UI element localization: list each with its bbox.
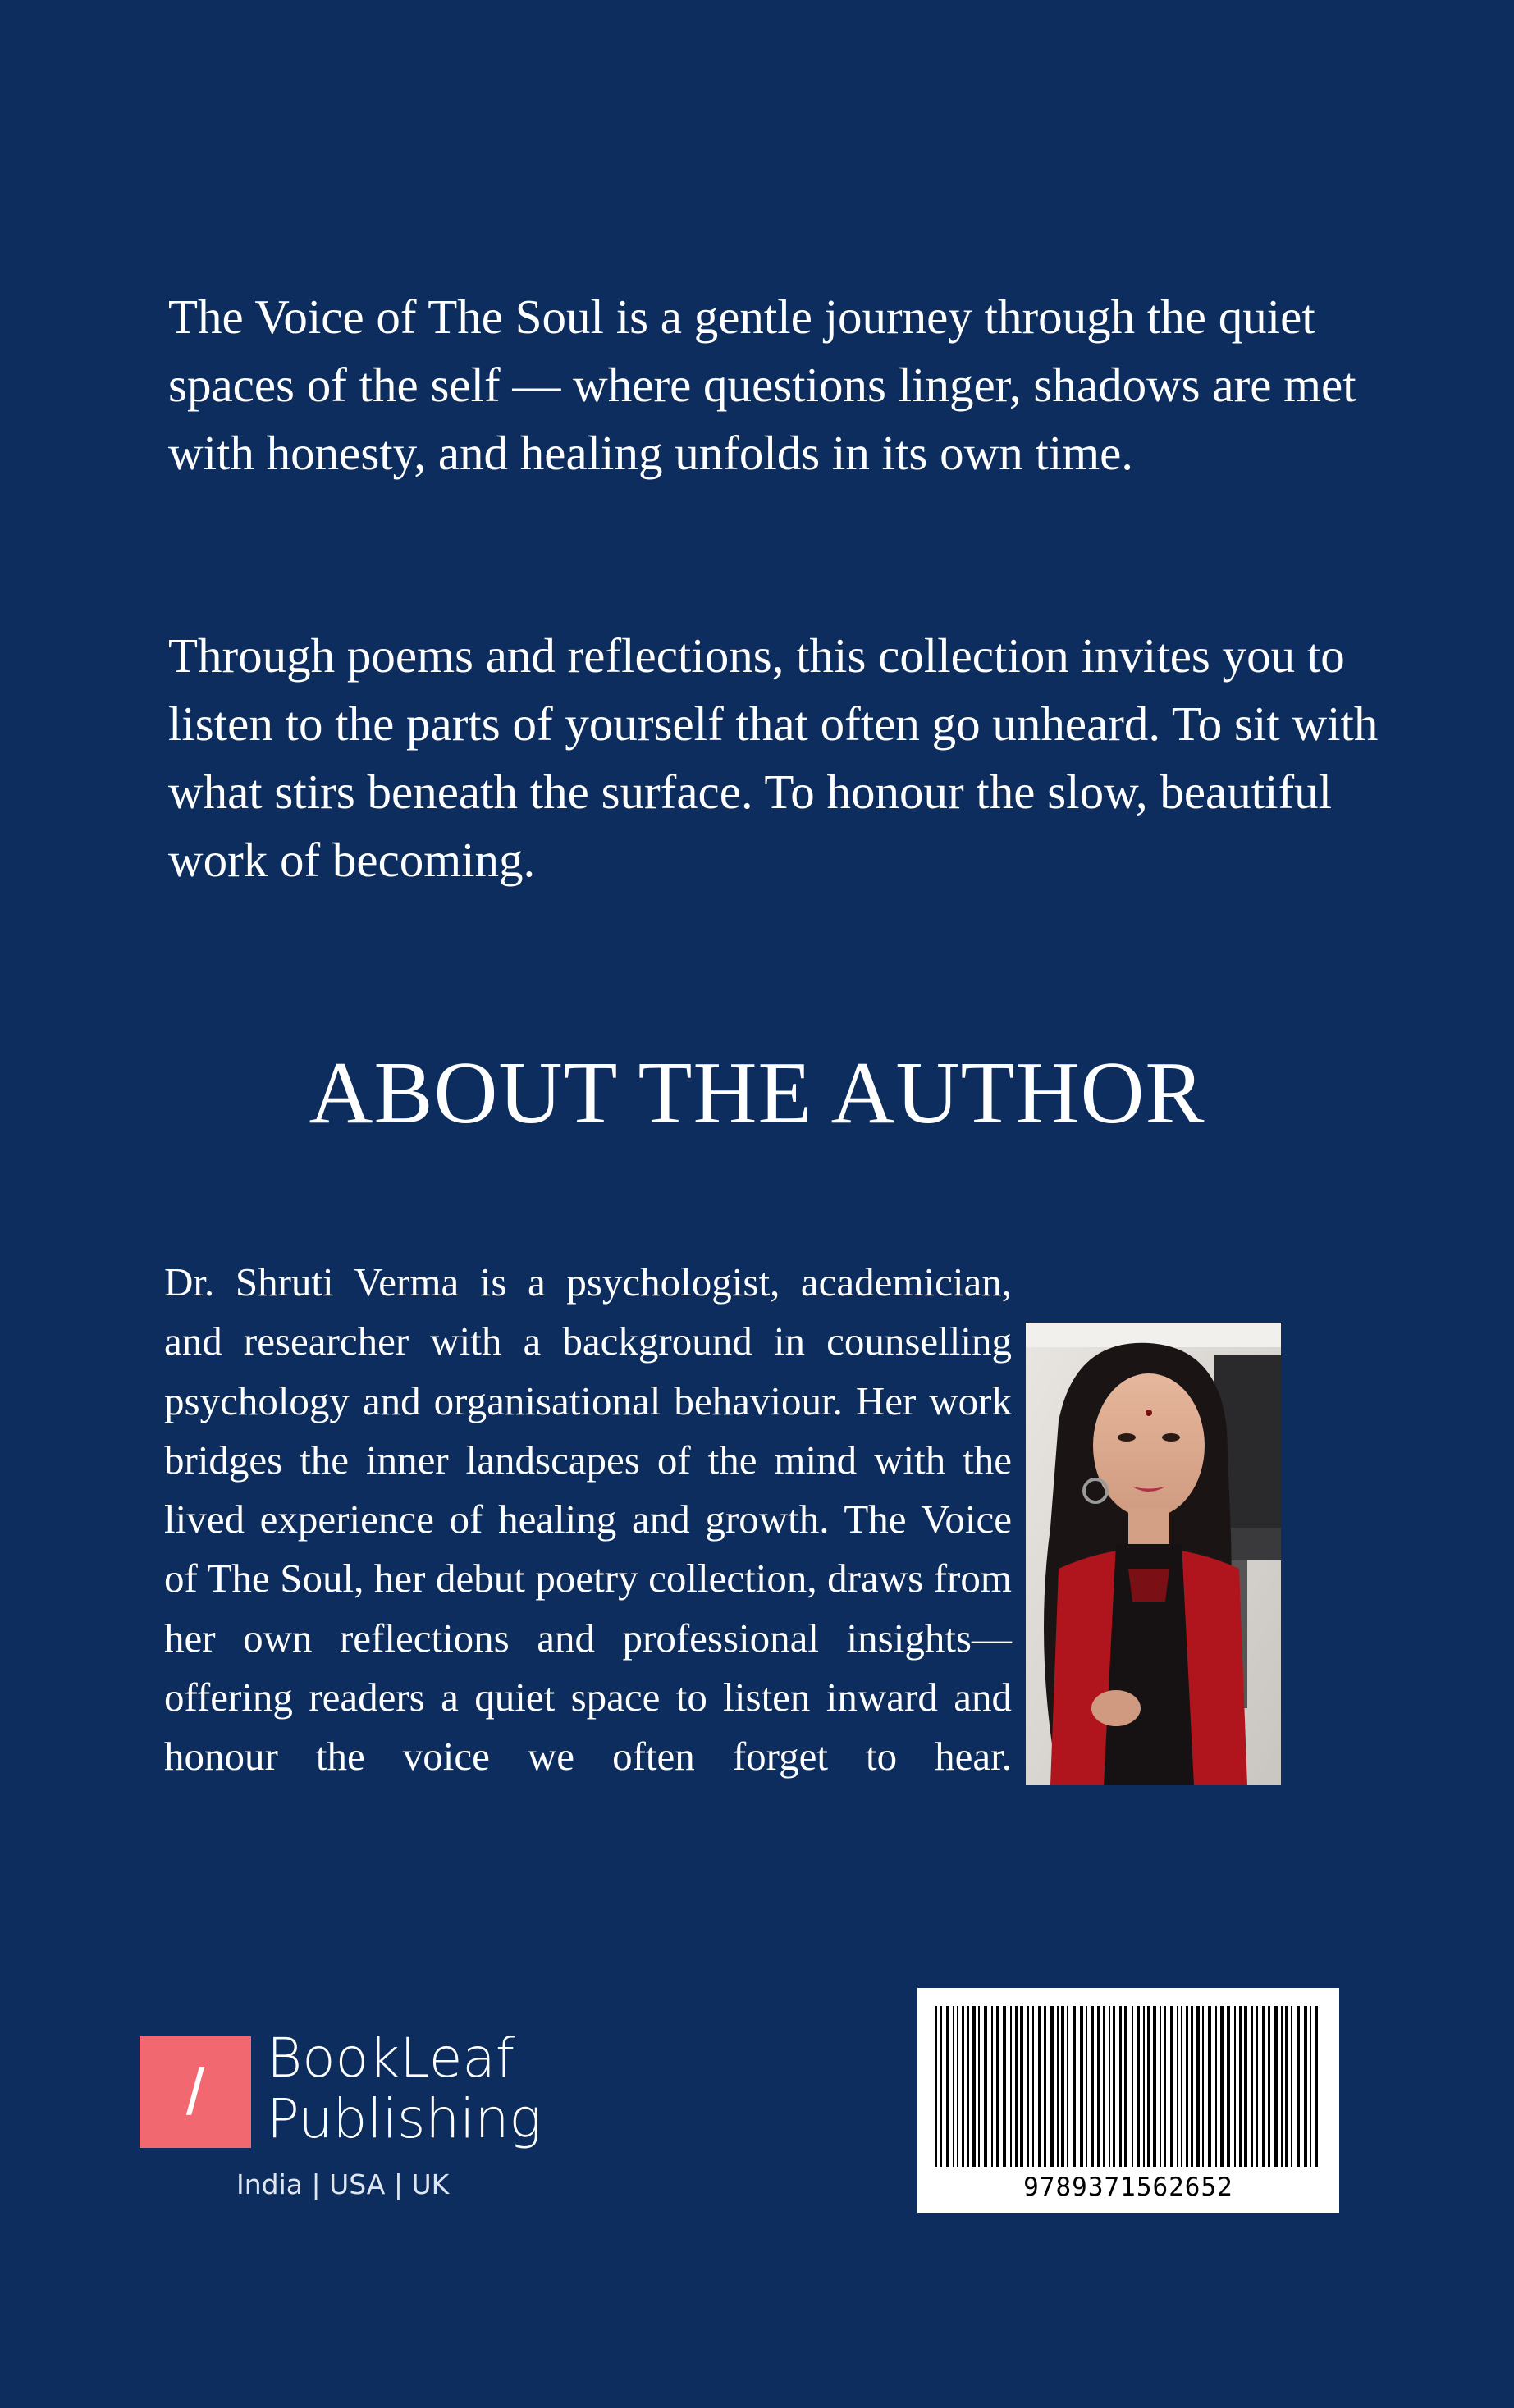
publisher-logo: [140, 2026, 566, 2214]
isbn-number: 9789371562652: [1023, 2173, 1233, 2202]
publisher-regions: India | USA | UK: [236, 2168, 450, 2200]
blurb-paragraph-1: The Voice of The Soul is a gentle journey through the quiet spaces of the self — where questions linger, shadows are met with honesty, and healing unfolds in its own time.: [168, 290, 1356, 480]
publisher-name-line-1: BookLeaf: [267, 2026, 515, 2090]
author-bio: Dr. Shruti Verma is a psychologist, academician, and researcher with a background in counselling psychology and organisational behaviour. Her work bridges the inner landscapes of the mind with the lived experience of healing and growth. The Voice of The Soul, her debut poetry collection, draws from her own reflections and professional insights—offering readers a quiet space to listen inward and honour the voice we often forget to hear.: [164, 1259, 1012, 1780]
blurb-paragraph-2: Through poems and reflections, this collection invites you to listen to the parts of yourself that often go unheard. To sit with what stirs beneath the surface. To honour the slow, beautiful work of becoming.: [168, 628, 1379, 887]
slash-icon: /: [185, 2055, 205, 2128]
about-author-heading: ABOUT THE AUTHOR: [309, 1044, 1205, 1142]
publisher-name-line-2: Publishing: [267, 2087, 542, 2150]
author-photo: [1026, 1323, 1281, 1785]
isbn-barcode: [917, 1988, 1339, 2213]
publisher-logo-mark: [140, 2036, 251, 2148]
